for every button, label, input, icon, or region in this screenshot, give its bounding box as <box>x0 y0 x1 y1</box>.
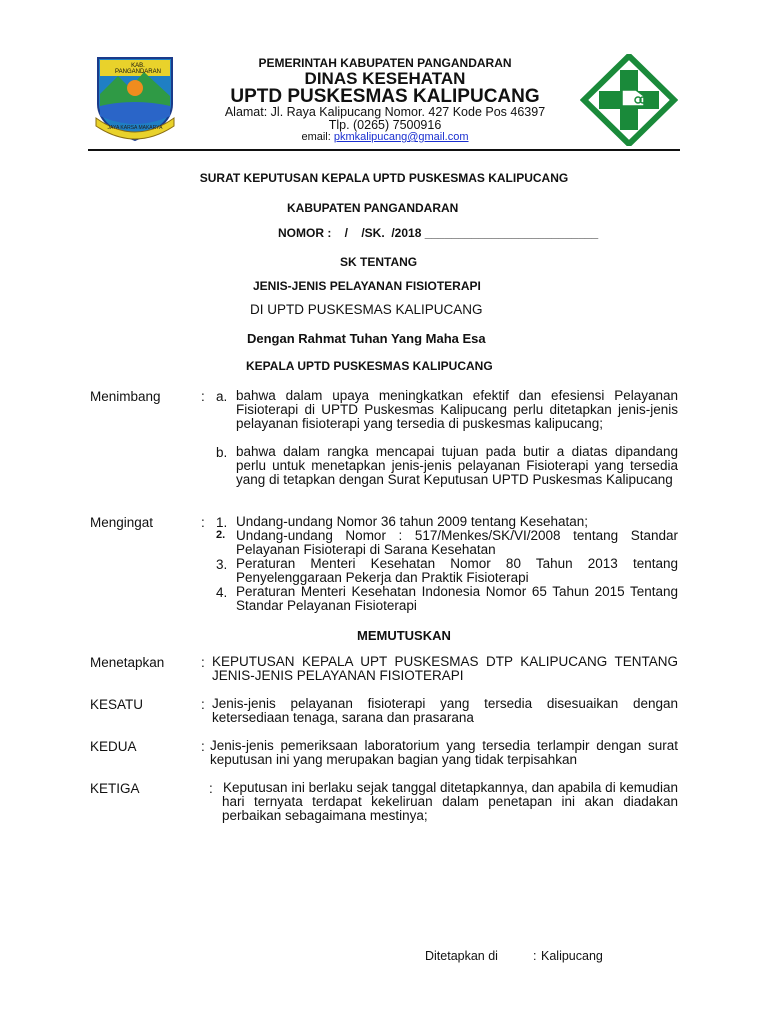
dept-name: DINAS KESEHATAN <box>304 69 466 88</box>
email-line <box>190 131 580 143</box>
ketiga-colon: : <box>209 781 213 796</box>
mengingat-item-1: Undang-undang Nomor 36 tahun 2009 tentang Kesehatan; <box>236 514 589 529</box>
head-title: KEPALA UPTD PUSKESMAS KALIPUCANG <box>246 359 493 373</box>
mengingat-item-4: Peraturan Menteri Kesehatan Indonesia Nomor 65 Tahun 2015 Tentang Standar Pelayanan Fisioterapi <box>236 584 678 613</box>
ditetapkan-place: Kalipucang <box>541 949 603 963</box>
mengingat-marker-3: 3. <box>216 557 228 572</box>
ketiga-label: KETIGA <box>90 781 140 796</box>
grace-line: Dengan Rahmat Tuhan Yang Maha Esa <box>247 331 486 346</box>
decree-title: SURAT KEPUTUSAN KEPALA UPTD PUSKESMAS KALIPUCANG <box>199 171 569 185</box>
mengingat-marker-1: 1. <box>216 515 228 530</box>
memutuskan-heading: MEMUTUSKAN <box>357 628 451 643</box>
gov-name: PEMERINTAH KABUPATEN PANGANDARAN <box>258 56 512 70</box>
mengingat-label: Mengingat <box>90 515 154 530</box>
mengingat-colon: : <box>201 515 205 530</box>
menimbang-marker-b: b. <box>216 445 228 460</box>
kedua-label: KEDUA <box>90 739 137 754</box>
menetapkan-text: KEPUTUSAN KEPALA UPT PUSKESMAS DTP KALIPUCANG TENTANG JENIS-JENIS PELAYANAN FISIOTERAPI <box>212 654 678 683</box>
mengingat-item-2: Undang-undang Nomor : 517/Menkes/SK/VI/2008 tentang Standar Pelayanan Fisioterapi di Sarana Kesehatan <box>236 528 678 557</box>
menimbang-marker-a: a. <box>216 389 228 404</box>
email-link[interactable]: pkmkalipucang@gmail.com <box>333 131 469 143</box>
menetapkan-colon: : <box>201 655 205 670</box>
kesatu-label: KESATU <box>90 697 144 712</box>
menimbang-colon: : <box>201 389 205 404</box>
decree-subject: JENIS-JENIS PELAYANAN FISIOTERAPI <box>253 279 481 293</box>
email-label: email: <box>301 131 334 143</box>
emblem-bottom-text: JAYA KARSA MAKARYA <box>107 125 163 131</box>
menimbang-item-a: bahwa dalam upaya meningkatkan efektif dan efesiensi Pelayanan Fisioterapi di UPTD Puskesmas Kalipucang perlu ditetapkan jenis-jenis pelayanan fisioterapi yang tersedia di puskesmas kalipucang; <box>236 388 678 431</box>
kedua-text: Jenis-jenis pemeriksaan laboratorium yang tersedia terlampir dengan surat keputusan ini yang merupakan bagian yang tidak terpisahkan <box>210 738 678 767</box>
mengingat-item-3: Peraturan Menteri Kesehatan Nomor 80 Tahun 2013 tentang Penyelenggaraan Pekerja dan Praktik Fisioterapi <box>236 556 678 585</box>
menetapkan-label: Menetapkan <box>90 655 165 670</box>
letterhead-divider <box>88 149 680 151</box>
regency-line: KABUPATEN PANGANDARAN <box>287 201 459 215</box>
sk-tentang: SK TENTANG <box>340 255 418 269</box>
decree-number: NOMOR : / /SK. /2018 __________________________ <box>278 226 599 240</box>
ditetapkan-colon: : <box>533 949 537 963</box>
ketiga-text: Keputusan ini berlaku sejak tanggal ditetapkannya, dan apabila di kemudian hari ternyata terdapat kekeliruan dalam penetapan ini akan diadakan perbaikan sebagaimana mestinya; <box>222 780 678 823</box>
phone: Tlp. (0265) 7500916 <box>328 118 442 132</box>
kesatu-text: Jenis-jenis pelayanan fisioterapi yang tersedia disesuaikan dengan ketersediaan tenaga, sarana dan prasarana <box>212 696 678 725</box>
decree-location: DI UPTD PUSKESMAS KALIPUCANG <box>250 302 483 317</box>
org-name: UPTD PUSKESMAS KALIPUCANG <box>230 86 540 107</box>
kesatu-colon: : <box>201 697 205 712</box>
address: Alamat: Jl. Raya Kalipucang Nomor. 427 Kode Pos 46397 <box>224 105 546 119</box>
health-cross-logo <box>580 54 678 146</box>
mengingat-marker-4: 4. <box>216 585 228 600</box>
menimbang-label: Menimbang <box>90 389 161 404</box>
ditetapkan-label: Ditetapkan di <box>425 949 498 963</box>
kedua-colon: : <box>201 739 205 754</box>
emblem-top-text: KAB. PANGANDARAN <box>115 63 161 75</box>
mengingat-marker-2: 2. <box>216 529 226 541</box>
menimbang-item-b: bahwa dalam rangka mencapai tujuan pada butir a diatas dipandang perlu untuk menetapkan jenis-jenis pelayanan Fisioterapi yang tersedia yang di tetapkan dengan Surat Keputusan UPTD Puskesmas Kalipucang <box>236 444 678 487</box>
